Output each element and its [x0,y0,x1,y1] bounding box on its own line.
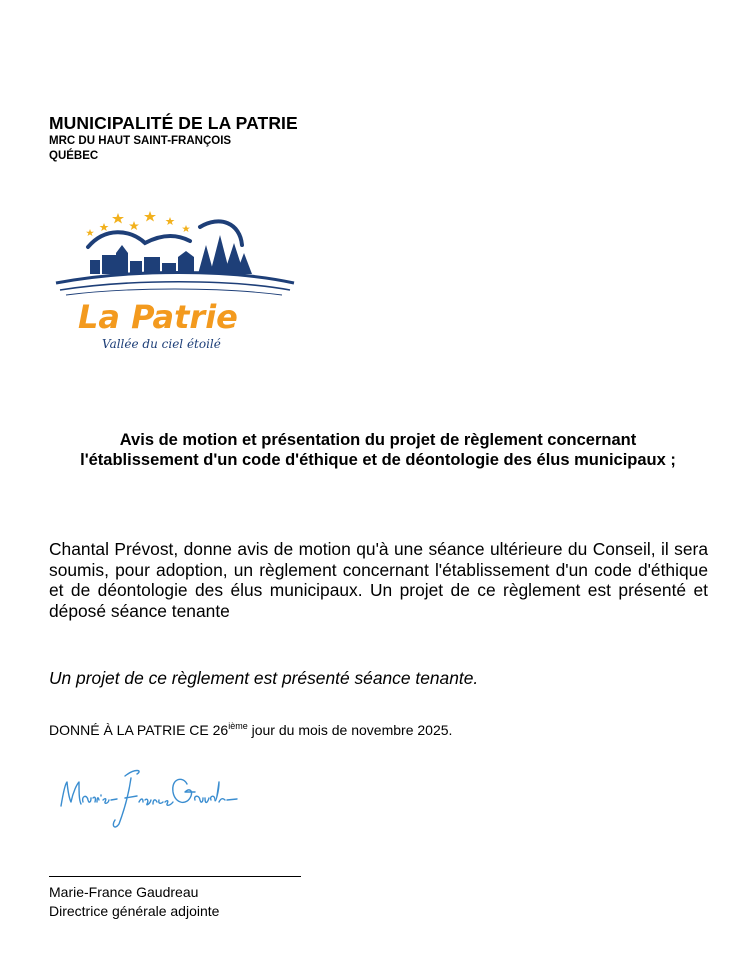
notice-title: Avis de motion et présentation du projet de règlement concernant l'établissement d'un code d'éthique et de déontologie des élus municipaux ; [80,431,676,469]
handwritten-signature [55,762,245,832]
given-suffix: jour du mois de novembre 2025. [247,722,453,738]
province-line: QUÉBEC [49,150,99,162]
ordinal-suffix: ième [228,721,248,731]
la-patrie-logo [50,205,300,355]
mrc-line: MRC DU HAUT SAINT-FRANÇOIS [49,135,232,147]
given-date-line [49,721,452,738]
signature-line [49,876,301,877]
signer-role: Directrice générale adjointe [49,903,220,919]
svg-text:Vallée du ciel étoilé: Vallée du ciel étoilé [102,337,221,351]
svg-text:Marie-France Gaudreau: Marie-France Gaudreau [55,762,66,763]
signer-name: Marie-France Gaudreau [49,884,199,900]
italic-note: Un projet de ce règlement est présenté séance tenante. [49,668,479,688]
svg-text:La Patrie: La Patrie [78,298,238,336]
notice-body: Chantal Prévost, donne avis de motion qu'à une séance ultérieure du Conseil, il sera soumis, pour adoption, un règlement concernant l'établissement d'un code d'éthique et de déontologie des élus municipaux. Un projet de ce règlement est présenté et déposé séance tenante [49,539,708,621]
municipality-title: MUNICIPALITÉ DE LA PATRIE [49,113,298,133]
given-prefix: DONNÉ À LA PATRIE CE 26 [49,722,229,738]
village-silhouette-icon [90,235,252,274]
stars-icon [86,211,190,236]
